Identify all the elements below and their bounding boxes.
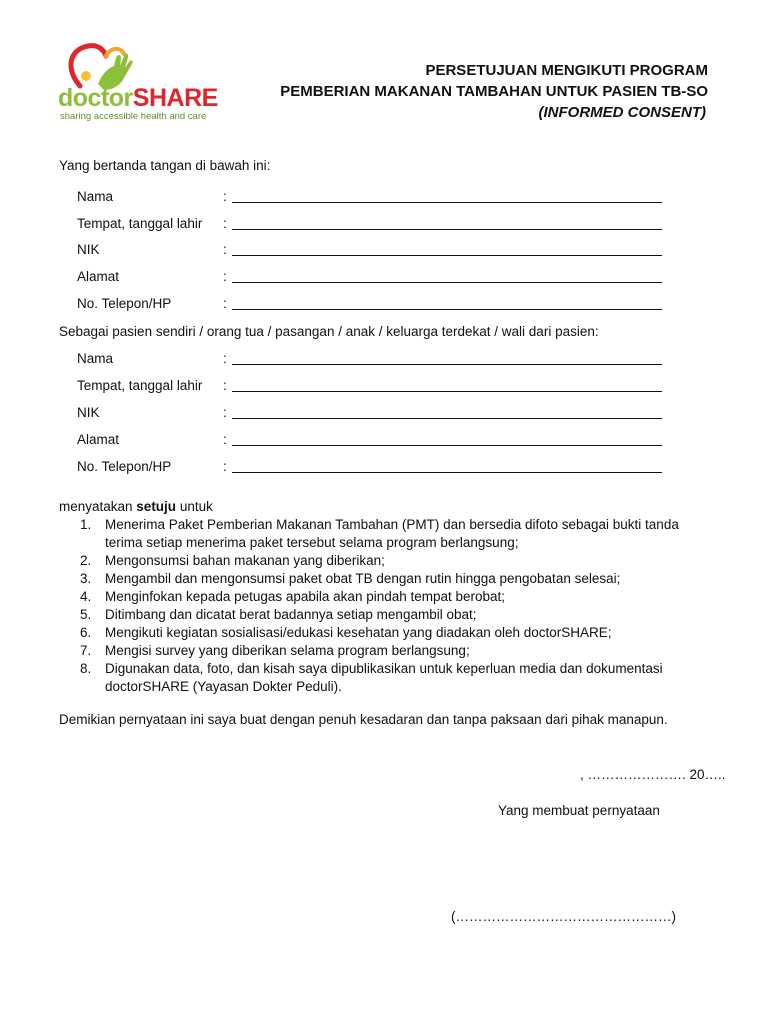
list-item	[80, 606, 720, 624]
list-item-text: Mengonsumsi bahan makanan yang diberikan;	[105, 553, 385, 568]
s1-label-ttl: Tempat, tanggal lahir	[77, 216, 203, 231]
place-date: , …………………. 20…..	[580, 767, 726, 782]
list-item-text: Mengambil dan mengonsumsi paket obat TB dengan rutin hingga pengobatan selesai;	[105, 571, 621, 586]
logo-brand-part2: SHARE	[132, 84, 218, 112]
s1-label-nama: Nama	[77, 189, 114, 204]
list-item	[80, 552, 720, 570]
s2-colon: :	[223, 378, 227, 393]
list-item	[80, 588, 720, 606]
s1-telepon-line[interactable]	[232, 309, 662, 310]
signer-name-placeholder: (…………………………………………)	[451, 909, 676, 924]
list-item-number: 1.	[80, 517, 92, 532]
list-item-number: 6.	[80, 625, 92, 640]
s2-colon: :	[223, 459, 227, 474]
s1-label-alamat: Alamat	[77, 269, 120, 284]
logo-tagline: sharing accessible health and care	[60, 111, 207, 122]
closing-statement: Demikian pernyataan ini saya buat dengan penuh kesadaran dan tanpa paksaan dari pihak manapun.	[59, 712, 668, 727]
list-item	[80, 570, 720, 588]
list-item-text: Menerima Paket Pemberian Makanan Tambahan (PMT) dan bersedia difoto sebagai bukti tanda terima setiap menerima paket tersebut selama program berlangsung;	[105, 517, 679, 550]
s1-colon: :	[223, 296, 227, 311]
logo-drop	[81, 71, 91, 81]
statement-emphasis: setuju	[136, 499, 177, 514]
s2-telepon-line[interactable]	[232, 472, 662, 473]
list-item-number: 3.	[80, 571, 92, 586]
list-item-text: Digunakan data, foto, dan kisah saya dipublikasikan untuk keperluan media dan dokumentasi doctorSHARE (Yayasan Dokter Peduli).	[105, 661, 663, 694]
consent-list	[80, 516, 720, 696]
logo-brand-part1: doctor	[58, 84, 133, 112]
s1-nik-line[interactable]	[232, 255, 662, 256]
s1-nama-line[interactable]	[232, 202, 662, 203]
title-line-2: PEMBERIAN MAKANAN TAMBAHAN UNTUK PASIEN TB-SO	[280, 83, 708, 100]
s1-colon: :	[223, 189, 227, 204]
s1-label-nik: NIK	[77, 242, 100, 257]
logo-heart-arc-right	[106, 49, 124, 56]
s1-alamat-line[interactable]	[232, 282, 662, 283]
s1-colon: :	[223, 216, 227, 231]
list-item-text: Menginfokan kepada petugas apabila akan pindah tempat berobat;	[105, 589, 506, 604]
title-line-1: PERSETUJUAN MENGIKUTI PROGRAM	[425, 62, 708, 79]
signer-label: Yang membuat pernyataan	[498, 803, 660, 818]
s2-colon: :	[223, 351, 227, 366]
list-item-number: 4.	[80, 589, 92, 604]
list-item-number: 7.	[80, 643, 92, 658]
s2-label-nik: NIK	[77, 405, 100, 420]
s2-colon: :	[223, 405, 227, 420]
statement	[59, 499, 213, 514]
s2-label-nama: Nama	[77, 351, 114, 366]
s1-label-telepon: No. Telepon/HP	[77, 296, 172, 311]
list-item	[80, 642, 720, 660]
title-line-3: (INFORMED CONSENT)	[538, 104, 706, 121]
list-item-text: Mengisi survey yang diberikan selama program berlangsung;	[105, 643, 470, 658]
list-item-number: 5.	[80, 607, 92, 622]
list-item-number: 8.	[80, 661, 92, 676]
section1-intro: Yang bertanda tangan di bawah ini:	[59, 158, 271, 173]
list-item-text: Mengikuti kegiatan sosialisasi/edukasi kesehatan yang diadakan oleh doctorSHARE;	[105, 625, 612, 640]
s2-nik-line[interactable]	[232, 418, 662, 419]
s1-ttl-line[interactable]	[232, 229, 662, 230]
s1-colon: :	[223, 242, 227, 257]
s2-colon: :	[223, 432, 227, 447]
s2-label-ttl: Tempat, tanggal lahir	[77, 378, 203, 393]
logo-wordmark	[58, 86, 218, 111]
s2-label-telepon: No. Telepon/HP	[77, 459, 172, 474]
section2-intro: Sebagai pasien sendiri / orang tua / pasangan / anak / keluarga terdekat / wali dari pasien:	[59, 324, 599, 339]
list-item-text: Ditimbang dan dicatat berat badannya setiap mengambil obat;	[105, 607, 477, 622]
statement-prefix: menyatakan	[59, 499, 137, 514]
list-item-number: 2.	[80, 553, 92, 568]
s1-colon: :	[223, 269, 227, 284]
s2-nama-line[interactable]	[232, 364, 662, 365]
s2-ttl-line[interactable]	[232, 391, 662, 392]
s2-label-alamat: Alamat	[77, 432, 120, 447]
list-item	[80, 624, 720, 642]
s2-alamat-line[interactable]	[232, 445, 662, 446]
statement-suffix: untuk	[176, 499, 213, 514]
list-item	[80, 660, 720, 696]
list-item	[80, 516, 720, 552]
